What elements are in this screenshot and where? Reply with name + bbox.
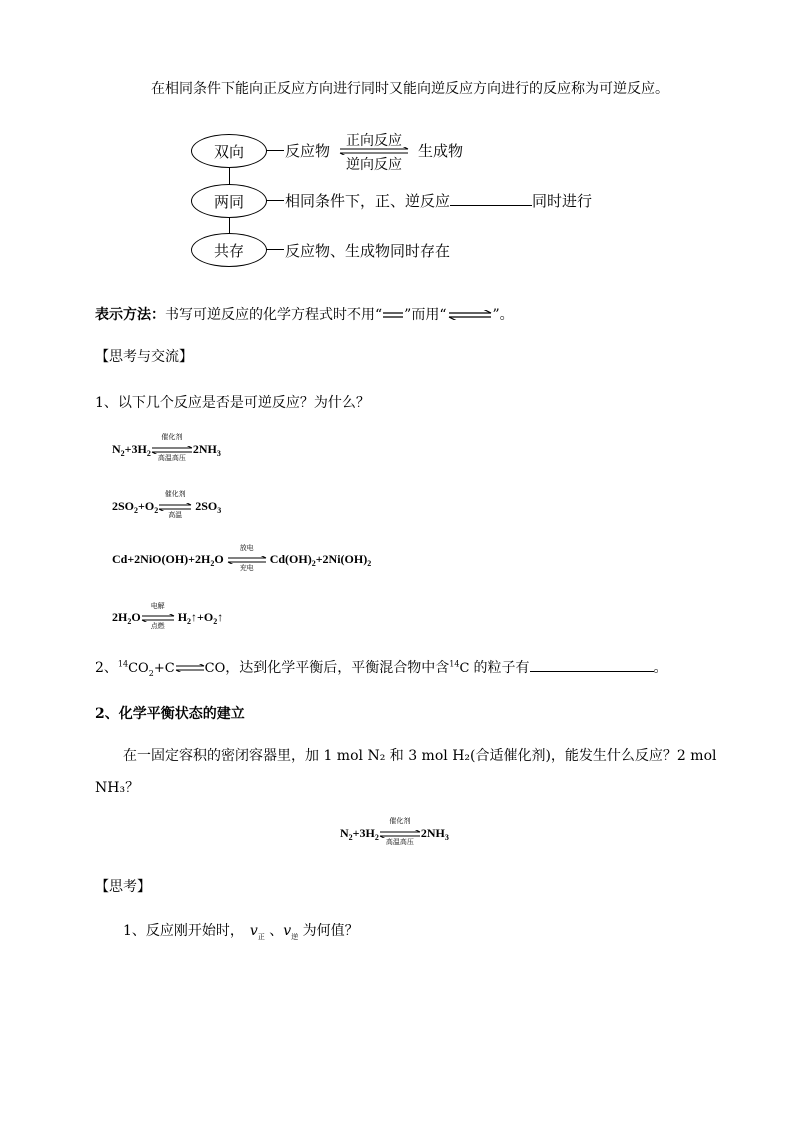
equation-water: $2H_2O$ 电解 点燃 $H_2↑+O_2↑$ <box>112 602 224 630</box>
think-heading: 【思考】 <box>95 879 151 895</box>
row3-text: 反应物、生成物同时存在 <box>285 242 451 260</box>
row2-label: 相同条件下，正、逆反应 <box>285 192 451 210</box>
eq3-arrow <box>227 544 267 572</box>
oval-two-way: 双向 <box>191 134 267 168</box>
think-q-text: 1、反应刚开始时， <box>123 923 244 939</box>
eq3-charge: 充电 <box>239 564 254 572</box>
paragraph-line-2: NH₃？ <box>95 780 140 796</box>
eq2-arrow <box>158 490 192 519</box>
reversible-arrow-icon <box>447 310 493 320</box>
question-1: 1、以下几个反应是否是可逆反应？为什么？ <box>95 395 370 411</box>
row2-tail: 同时进行 <box>532 192 593 210</box>
q2-prefix: 2、 <box>95 660 118 676</box>
eq1-arrow <box>151 433 193 462</box>
method-text: 书写可逆反应的化学方程式时不用“ <box>165 307 383 323</box>
paragraph-line-1: 在一固定容积的密闭容器里，加 1 mol N₂ 和 3 mol H₂(合适催化剂)，能发生什么反应？2 mol <box>123 748 717 764</box>
discuss-heading: 【思考与交流】 <box>95 349 193 365</box>
think-q-end: 为何值？ <box>302 923 359 939</box>
eq1-catalyst: 催化剂 <box>161 433 183 441</box>
eq2-condition: 高温 <box>168 511 183 519</box>
oval-same-conditions: 两同 <box>191 184 267 218</box>
eq3-discharge: 放电 <box>239 544 254 552</box>
q2-equilibrium-icon <box>175 664 205 672</box>
section-2-heading: 2、化学平衡状态的建立 <box>95 706 245 722</box>
method-label: 表示方法： <box>95 307 165 323</box>
eq1-condition: 高温高压 <box>157 454 186 462</box>
equation-nicd-battery: $Cd+2NiO(OH)+2H_2O$ 放电 充电 $Cd(OH)_2+2Ni(OH)_2$ <box>112 544 372 572</box>
eq4-ignition: 点燃 <box>150 622 165 630</box>
eq5-catalyst: 催化剂 <box>389 817 411 825</box>
q2-end: 。 <box>653 660 668 676</box>
intro-text: 在相同条件下能向正反应方向进行同时又能向逆反应方向进行的反应称为可逆反应。 <box>151 81 669 97</box>
row2-blank <box>450 191 532 206</box>
eq2-catalyst: 催化剂 <box>164 490 186 498</box>
equation-ammonia: $N_2+3H_2$ 催化剂 高温高压 $2NH_3$ <box>112 433 221 462</box>
q2-blank <box>530 659 654 672</box>
q2-mid: ，达到化学平衡后，平衡混合物中含 <box>225 660 450 676</box>
row1-equilibrium-arrow <box>338 128 410 174</box>
think-question-1: 1、反应刚开始时， $v_正$ 、$v_逆$ 为何值？ <box>123 923 359 941</box>
equation-ammonia-centered: $N_2+3H_2$ 催化剂 高温高压 $2NH_3$ <box>340 817 449 846</box>
row1-reactant: 反应物 <box>285 142 331 160</box>
eq4-electrolysis: 电解 <box>150 602 165 610</box>
method-mid: ”而用“ <box>404 307 447 323</box>
method-line <box>95 304 514 324</box>
eq4-arrow <box>141 602 175 630</box>
row2-dash <box>266 200 284 201</box>
equation-so3: $2SO_2+O_2$ 催化剂 高温 $2SO_3$ <box>112 490 222 519</box>
question-2: 2、$^{14}CO_2+C$ CO，达到化学平衡后，平衡混合物中含$^{14}$C 的粒子有 。 <box>95 659 668 678</box>
row1-product: 生成物 <box>418 142 464 160</box>
q2-tail: 的粒子有 <box>473 660 530 676</box>
oval-coexist: 共存 <box>191 233 267 267</box>
row1-reverse-label: 逆向反应 <box>346 157 402 173</box>
row1-dash <box>266 150 284 151</box>
equals-arrow-icon <box>382 311 404 319</box>
row3-dash <box>266 249 284 250</box>
row2-text <box>285 190 592 211</box>
eq5-arrow <box>379 817 421 846</box>
eq5-condition: 高温高压 <box>385 838 414 846</box>
method-end: ”。 <box>492 307 514 323</box>
row1-forward-label: 正向反应 <box>346 133 402 149</box>
